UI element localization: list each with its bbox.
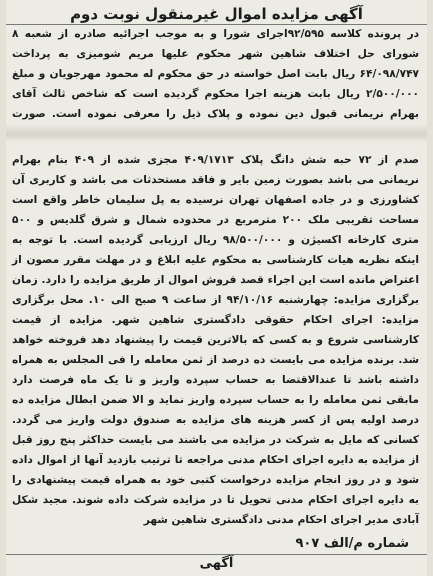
notice-paragraph-2: صدم از ۷۲ حبه شش دانگ پلاک ۴۰۹/۱۷۱۳ مجزی شده از ۴۰۹ بنام بهرام نریمانی می باشد بصورت زمین بایر و فاقد مستحدثات می باشد و کاربری آن کشاورزی و در جاده اصفهان تهران نرسیده به پل سلیمان خاطر واقع است مساحت تقریبی ملک ۲۰۰ مترمربع در محدوده شمال و شرق گلدیس و ۵۰۰ متری کارخانه اکسیژن و ۹۸/۵۰۰/۰۰۰ ریال ارزیابی گردیده است. با توجه به اینکه نظریه هیات کارشناسی به محکوم علیه ابلاغ و در مهلت مقرر مصون از اعتراض مانده است این اجراء قصد فروش اموال از طریق مزایده را دارد. زمان برگزاری مزایده: چهارشنبه ۹۴/۱۰/۱۶ از ساعت ۹ صبح الی ۱۰. محل برگزاری مزایده: اجرای احکام حقوقی دادگستری شاهین شهر. مزایده از قیمت کارشناسی شروع و به کسی که بالاترین قیمت را پیشنهاد دهد فروخته خواهد شد. برنده مزایده می بایست ده درصد از ثمن معامله را فی المجلس به همراه داشته باشد تا عندالاقتضا به حساب سپرده واریز و تا یک ماه فرصت دارد مابقی ثمن معامله را به حساب سپرده واریز نماید و الا ضمن ابطال مزایده ده درصد اولیه پس از کسر هزینه های مزایده به صندوق دولت واریز می گردد. کسانی که مایل به شرکت در مزایده می باشند می بایست حداکثر پنج روز قبل از مزایده به دایره اجرای احکام مدنی مراجعه تا ترتیب بازدید آنها از اموال داده شود و در روز انجام مزایده درخواست کتبی خود به همراه قیمت پیشنهادی را به دایره اجرای احکام مدنی تحویل تا در مزایده شرکت داده شوند. مجید شکل آبادی مدیر اجرای احکام مدنی دادگستری شاهین شهر [12, 154, 419, 526]
notice-paragraph-1: در پرونده کلاسه ۹۲/۵۹۵اجرای شورا و به موجب اجرائیه صادره از شعبه ۸ شورای حل اختلاف شاهین شهر محکوم علیها مریم شومیزی به پرداخت ۶۴/۰۹۸/۷۴۷ ریال بابت اصل خواسته در حق محکوم له محمود مهرجویان و مبلغ ۲/۵۰۰/۰۰۰ ریال بابت هزینه اجرا محکوم گردیده است که شاخص ثالث آقای بهرام نریمانی قبول دین نموده و پلاک ذیل را معرفی نموده است. صورت [12, 28, 420, 120]
next-notice-title: آگهی [199, 556, 234, 571]
notice-title: آگهی مزایده اموال غیرمنقول نوبت دوم [70, 5, 363, 23]
paper-fold [6, 124, 427, 142]
auction-notice [6, 0, 427, 576]
reference-number: شماره م/الف ۹۰۷ [295, 536, 409, 551]
bottom-divider [6, 554, 427, 555]
